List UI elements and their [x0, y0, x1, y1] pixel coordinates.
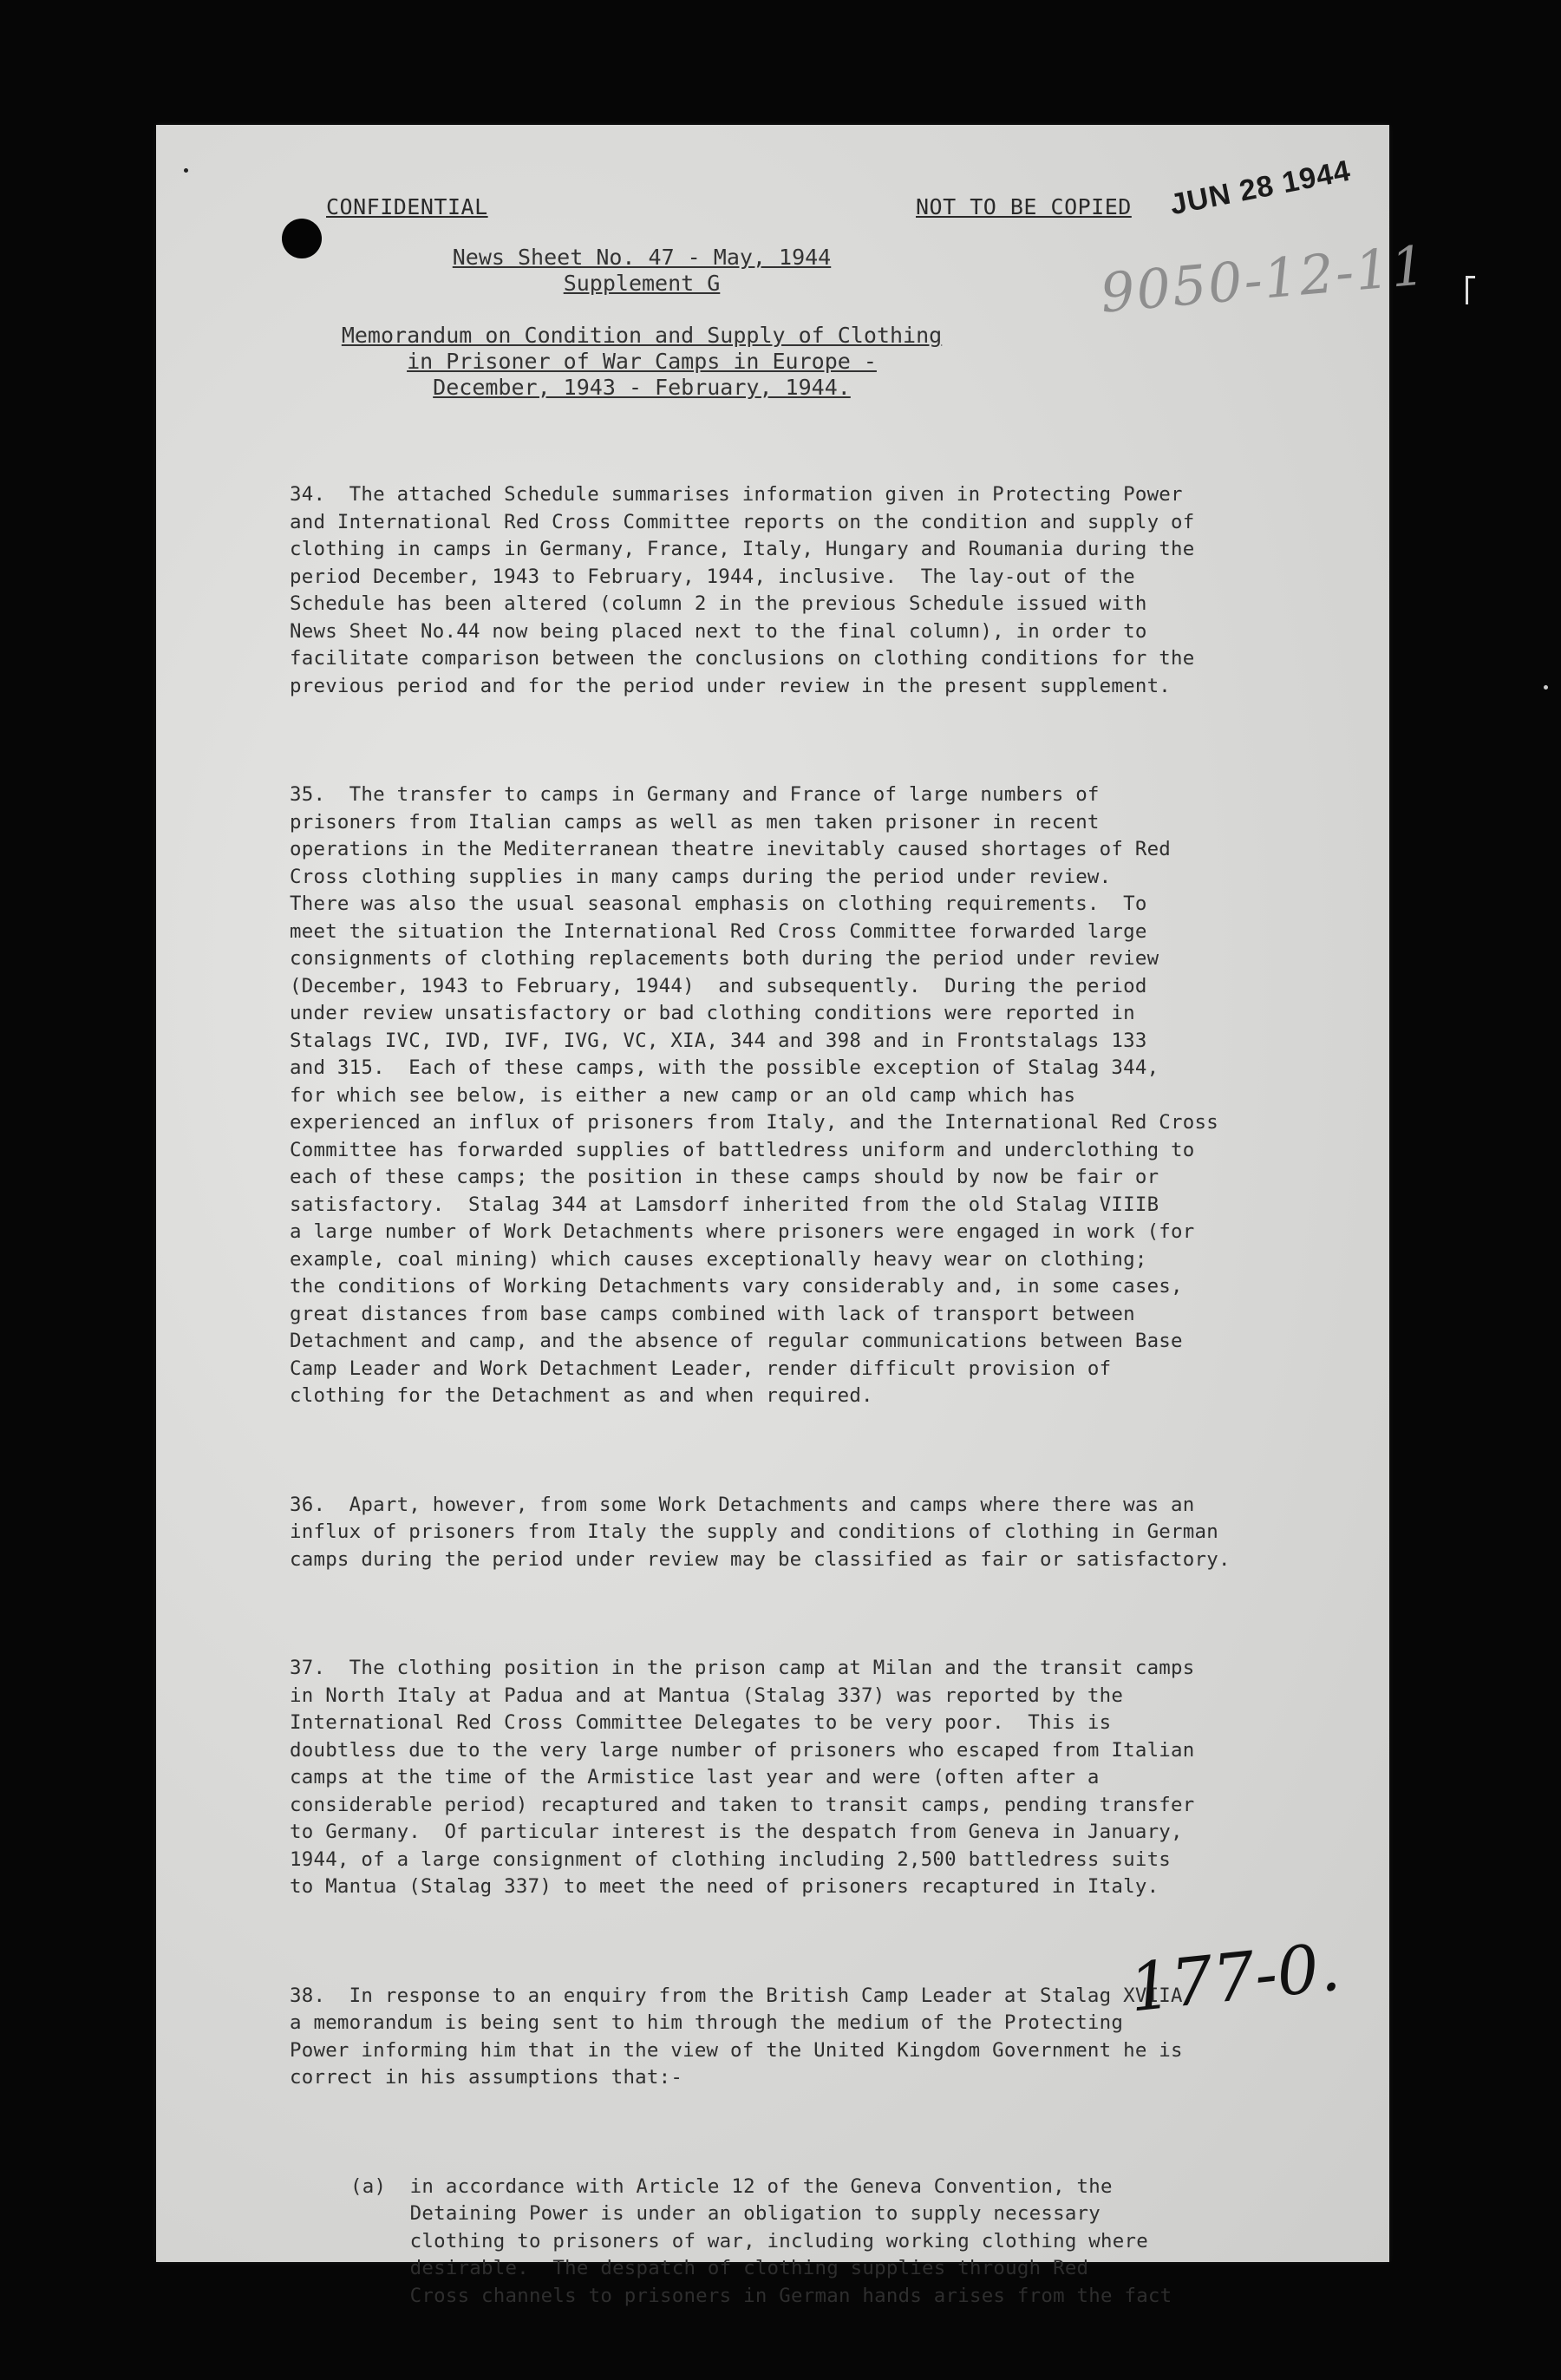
paragraph-38: 38. In response to an enquiry from the British Camp Leader at Stalag XVIIA, a memorandum is being sent to him through the medium of the Protecting Power informing him that in the view of the United Kingdom Government he is correct in his assumptions that:- [290, 1984, 1195, 2089]
paragraph-37: 37. The clothing position in the prison camp at Milan and the transit camps in North Italy at Padua and at Mantua (Stalag 337) was reported by the International Red Cross Committee Delegates to be very poor. This is doubtless due to the very large number of prisoners who escaped from Italian camps at the time of the Armistice last year and were (often after a considerable period) recaptured and taken to transit camps, pending transfer to Germany. Of particular interest is the despatch from Geneva in January, 1944, of a large consignment of clothing including 2,500 battledress suits to Mantua (Stalag 337) to meet the need of prisoners recaptured in Italy. [290, 1657, 1195, 1898]
speck-mark [184, 168, 188, 173]
document-title-block [295, 245, 989, 401]
date-received-stamp: JUN 28 1944 [1167, 154, 1354, 222]
news-sheet-title: News Sheet No. 47 - May, 1944 [452, 245, 832, 270]
paragraph-34: 34. The attached Schedule summarises information given in Protecting Power and International Red Cross Committee reports on the condition and supply of clothing in camps in Germany, France, Italy, Hungary and Roumania during the period December, 1943 to February, 1944, inclusive. The lay-out of the Schedule has been altered (column 2 in the previous Schedule issued with News Sheet No.44 now being placed next to the final column), in order to facilitate comparison between the conclusions on clothing conditions for the previous period and for the period under review in the present supplement. [290, 483, 1195, 697]
margin-mark [1466, 276, 1475, 304]
paragraph-38-subclause-a: (a) in accordance with Article 12 of the Geneva Convention, the Detaining Power is under an obligation to supply necessary clothing to prisoners of war, including working clothing where desirable. The despatch of clothing supplies through Red Cross channels to prisoners in German hands arises from the fact [350, 2174, 1172, 2307]
title-spacer [295, 297, 989, 323]
supplement-label: Supplement G [563, 271, 721, 296]
paragraph-35: 35. The transfer to camps in Germany and France of large numbers of prisoners from Italian camps as well as men taken prisoner in recent operations in the Mediterranean theatre inevitably caused shortages of Red Cross clothing supplies in many camps during the period under review. There was also the usual seasonal emphasis on clothing requirements. To meet the situation the International Red Cross Committee forwarded large consignments of clothing replacements both during the period under review (December, 1943 to February, 1944) and subsequently. During the period under review unsatisfactory or bad clothing conditions were reported in Stalags IVC, IVD, IVF, IVG, VC, XIA, 344 and 398 and in Frontstalags 133 and 315. Each of these camps, with the possible exception of Stalag 344, for which see below, is either a new camp or an old camp which has experienced an influx of prisoners from Italy, and the International Red Cross Committee has forwarded supplies of battledress uniform and underclothing to each of these camps; the position in these camps should by now be fair or satisfactory. Stalag 344 at Lamsdorf inherited from the old Stalag VIIIB a large number of Work Detachments where prisoners were engaged in work (for example, coal mining) which causes exceptionally heavy wear on clothing; the conditions of Working Detachments vary considerably and, in some cases, great distances from base camps combined with lack of transport between Detachment and camp, and the absence of regular communications between Base Camp Leader and Work Detachment Leader, render difficult provision of clothing for the Detachment as and when required. [290, 783, 1218, 1407]
memorandum-title-line-3: December, 1943 - February, 1944. [433, 375, 851, 400]
handwritten-folio-number: 177-0. [1126, 1927, 1344, 2027]
edge-speck [1544, 685, 1548, 690]
copy-restriction-label: NOT TO BE COPIED [916, 194, 1132, 219]
memorandum-title-line-1: Memorandum on Condition and Supply of Clothing [341, 323, 943, 348]
classification-label: CONFIDENTIAL [326, 194, 488, 219]
handwritten-file-number: 9050-12-11 [1098, 233, 1430, 325]
paragraph-36: 36. Apart, however, from some Work Detachments and camps where there was an influx of prisoners from Italy the supply and conditions of clothing in German camps during the period under review may be classified as fair or satisfactory. [290, 1493, 1231, 1571]
memorandum-title-line-2: in Prisoner of War Camps in Europe - [407, 349, 877, 374]
document-body [290, 427, 1304, 2364]
